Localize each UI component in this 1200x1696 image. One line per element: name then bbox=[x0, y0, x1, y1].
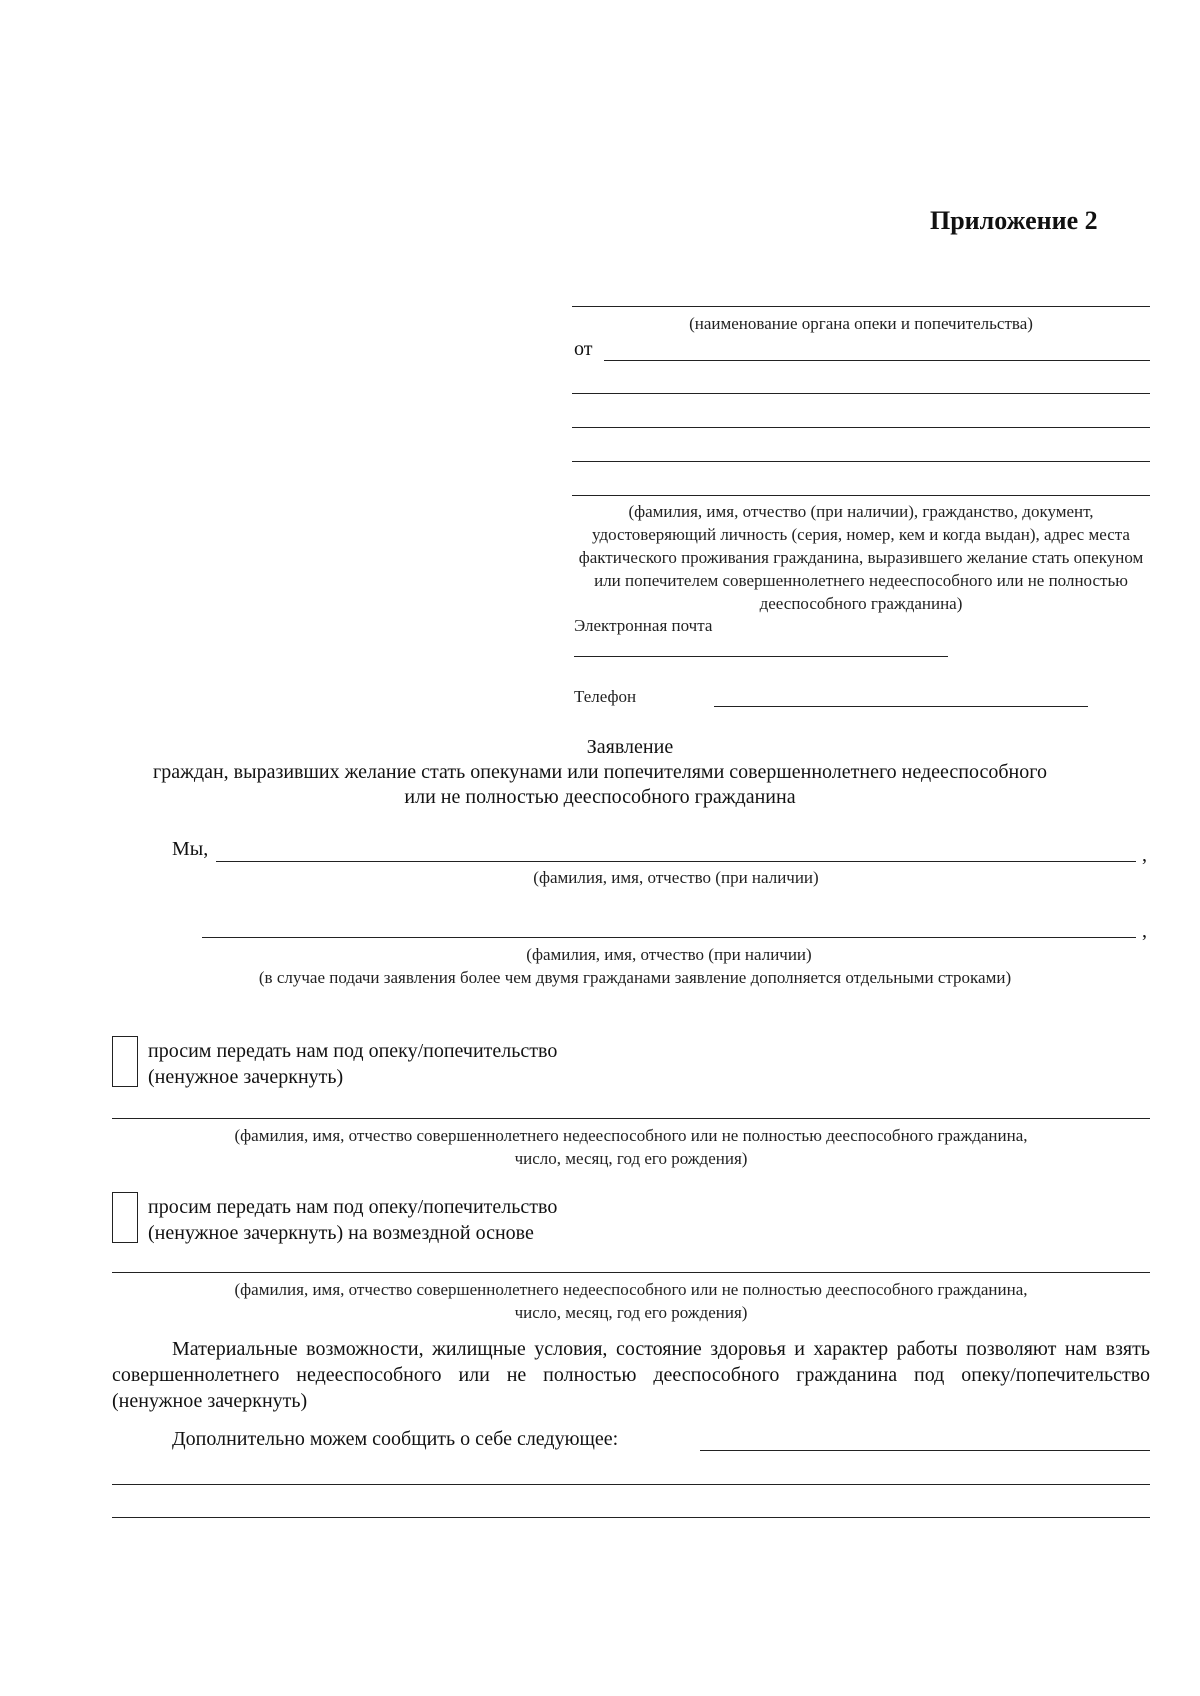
option1-checkbox[interactable] bbox=[112, 1036, 138, 1087]
extra-applicants-note: (в случае подачи заявления более чем двумя гражданами заявление дополняется отдельными строками) bbox=[258, 968, 1012, 987]
from-label: от bbox=[574, 338, 593, 360]
option1-text-line1: просим передать нам под опеку/попечительство bbox=[148, 1040, 558, 1062]
applicant-field-5[interactable] bbox=[572, 495, 1150, 496]
option2-checkbox[interactable] bbox=[112, 1192, 138, 1243]
applicant-field-3[interactable] bbox=[572, 427, 1150, 428]
additional-info-field-3[interactable] bbox=[112, 1517, 1150, 1518]
option2-text-line1: просим передать нам под опеку/попечительство bbox=[148, 1196, 558, 1218]
applicant2-caption: (фамилия, имя, отчество (при наличии) bbox=[526, 945, 812, 964]
we-label: Мы, bbox=[172, 838, 209, 860]
option1-caption-line1: (фамилия, имя, отчество совершеннолетнего недееспособного или не полностью дееспособного гражданина, bbox=[234, 1126, 1028, 1145]
applicant1-name-field[interactable] bbox=[216, 861, 1136, 862]
applicant1-caption: (фамилия, имя, отчество (при наличии) bbox=[533, 868, 819, 887]
phone-label: Телефон bbox=[574, 687, 637, 706]
applicant-field-2[interactable] bbox=[572, 393, 1150, 394]
appendix-label: Приложение 2 bbox=[930, 206, 1098, 235]
authority-field[interactable] bbox=[572, 306, 1150, 307]
phone-field[interactable] bbox=[714, 706, 1088, 707]
option2-caption-line1: (фамилия, имя, отчество совершеннолетнего недееспособного или не полностью дееспособного гражданина, bbox=[234, 1280, 1028, 1299]
applicant2-name-field[interactable] bbox=[202, 937, 1136, 938]
additional-info-label: Дополнительно можем сообщить о себе следующее: bbox=[172, 1428, 619, 1450]
applicant-field-4[interactable] bbox=[572, 461, 1150, 462]
option1-text-line2: (ненужное зачеркнуть) bbox=[148, 1066, 344, 1088]
option2-ward-field[interactable] bbox=[112, 1272, 1150, 1273]
option1-ward-field[interactable] bbox=[112, 1118, 1150, 1119]
applicant-caption: (фамилия, имя, отчество (при наличии), гражданство, документ, удостоверяющий личность (серия, номер, кем и когда выдан), адрес места фактического проживания гражданина, выразившего желание стать опекуном или попечителем совершеннолетнего недееспособного или не полностью дееспособного гражданина) bbox=[578, 502, 1144, 613]
option2-text-line2: (ненужное зачеркнуть) на возмездной основе bbox=[148, 1222, 534, 1244]
document-subtitle-line2: или не полностью дееспособного гражданина bbox=[404, 786, 796, 808]
comma-1: , bbox=[1142, 844, 1147, 866]
applicant-field-1[interactable] bbox=[604, 360, 1150, 361]
option1-caption-line2: число, месяц, год его рождения) bbox=[514, 1149, 748, 1168]
capability-paragraph: Материальные возможности, жилищные условия, состояние здоровья и характер работы позволяют нам взять совершеннолетнего недееспособного или не полностью дееспособного гражданина под опеку/попечительство (ненужное зачеркнуть) bbox=[112, 1338, 1150, 1412]
document-subtitle-line1: граждан, выразивших желание стать опекунами или попечителями совершеннолетнего недееспособного bbox=[153, 761, 1047, 783]
comma-2: , bbox=[1142, 920, 1147, 942]
additional-info-field-2[interactable] bbox=[112, 1484, 1150, 1485]
additional-info-field-1[interactable] bbox=[700, 1450, 1150, 1451]
email-label: Электронная почта bbox=[574, 616, 713, 635]
authority-caption: (наименование органа опеки и попечительства) bbox=[689, 314, 1033, 333]
option2-caption-line2: число, месяц, год его рождения) bbox=[514, 1303, 748, 1322]
email-field[interactable] bbox=[574, 656, 948, 657]
document-title: Заявление bbox=[586, 736, 674, 758]
